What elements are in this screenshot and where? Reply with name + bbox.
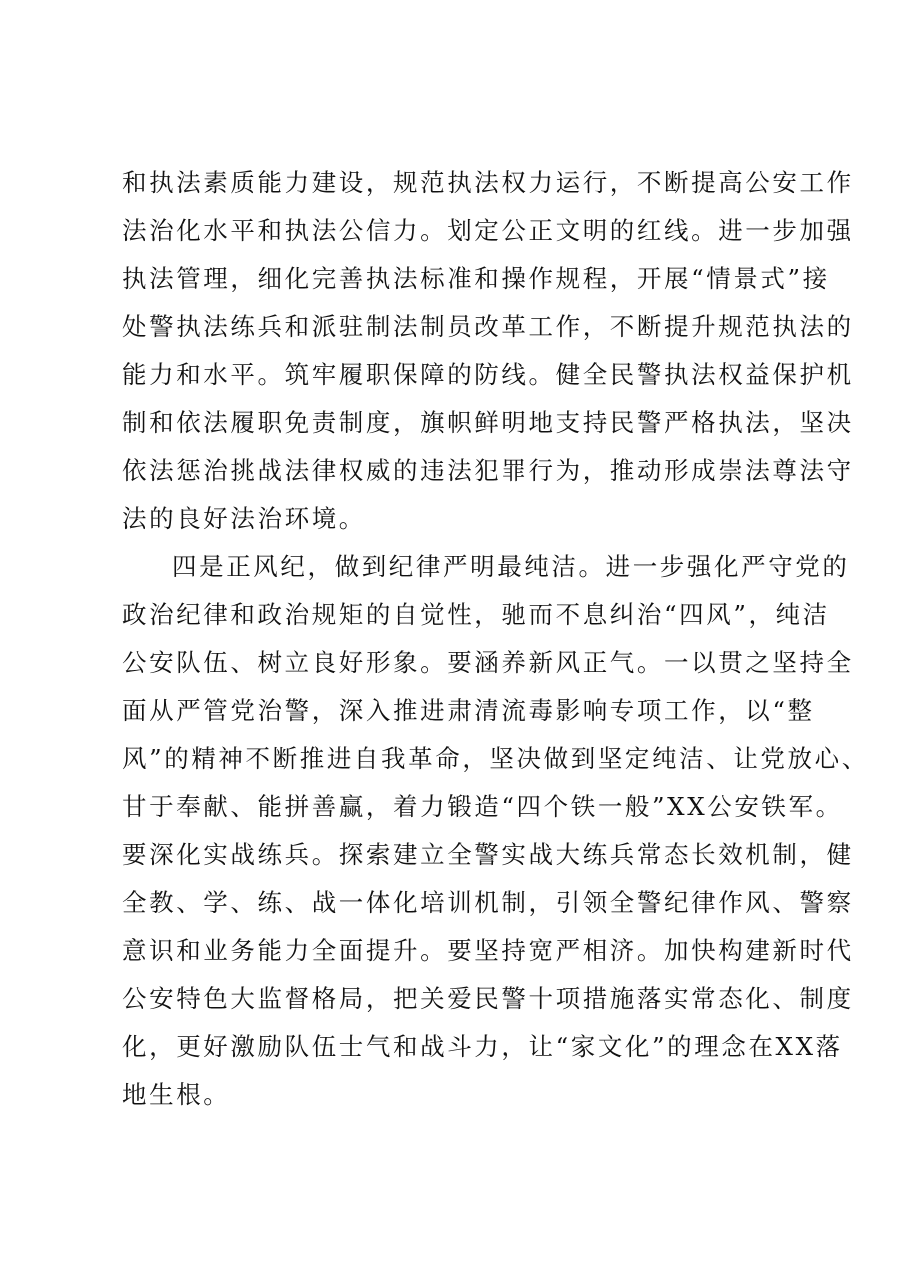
text-line: 法的良好法治环境。	[122, 504, 366, 533]
text-line: 公安队伍、树立良好形象。要涵养新风正气。一以贯之坚持全	[122, 648, 854, 677]
text-line: 执法管理，细化完善执法标准和操作规程，开展“情景式”接	[122, 264, 830, 293]
text-line: 能力和水平。筑牢履职保障的防线。健全民警执法权益保护机	[122, 360, 854, 389]
text-line: 全教、学、练、战一体化培训机制，引领全警纪律作风、警察	[122, 888, 854, 917]
text-line: 依法惩治挑战法律权威的违法犯罪行为，推动形成崇法尊法守	[122, 456, 854, 485]
text-line: 公安特色大监督格局，把关爱民警十项措施落实常态化、制度	[122, 984, 854, 1013]
text-line: 政治纪律和政治规矩的自觉性，驰而不息纠治“四风”，纯洁	[122, 600, 830, 629]
text-line: 风”的精神不断推进自我革命，坚决做到坚定纯洁、让党放心、	[122, 744, 869, 773]
text-line: 法治化水平和执法公信力。划定公正文明的红线。进一步加强	[122, 216, 854, 245]
text-line: 处警执法练兵和派驻制法制员改革工作，不断提升规范执法的	[122, 312, 854, 341]
text-line: 甘于奉献、能拼善赢，着力锻造“四个铁一般”XX公安铁军。	[122, 792, 843, 821]
text-line: 地生根。	[122, 1080, 231, 1109]
text-line: 意识和业务能力全面提升。要坚持宽严相济。加快构建新时代	[122, 936, 854, 965]
text-line: 制和依法履职免责制度，旗帜鲜明地支持民警严格执法，坚决	[122, 408, 854, 437]
text-line: 要深化实战练兵。探索建立全警实战大练兵常态长效机制，健	[122, 840, 854, 869]
paragraph-first-line: 四是正风纪，做到纪律严明最纯洁。进一步强化严守党的	[172, 552, 850, 581]
text-line: 面从严管党治警，深入推进肃清流毒影响专项工作，以“整	[122, 696, 815, 725]
text-line: 和执法素质能力建设，规范执法权力运行，不断提高公安工作	[122, 168, 854, 197]
text-line: 化，更好激励队伍士气和战斗力，让“家文化”的理念在XX落	[122, 1032, 843, 1061]
